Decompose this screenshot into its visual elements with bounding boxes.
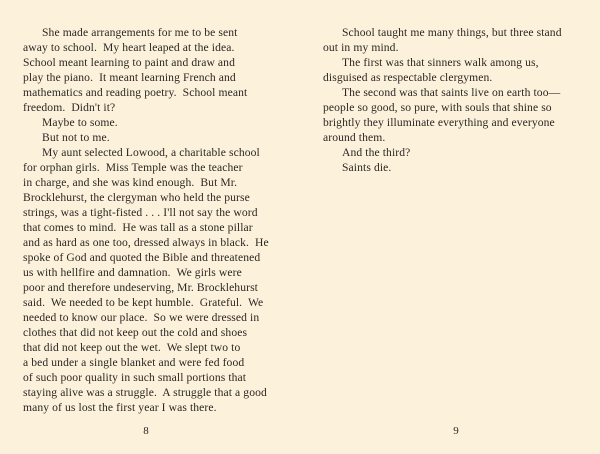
text-line: Maybe to some. [42, 116, 118, 129]
right-page-text [323, 25, 562, 175]
text-line: The first was that sinners walk among us, [342, 56, 539, 69]
text-line: and as hard as one too, dressed always in black. He [23, 236, 269, 249]
text-line: in charge, and she was kind enough. But Mr. [23, 176, 238, 189]
text-line: people so good, so pure, with souls that shine so [323, 101, 552, 114]
text-line: spoke of God and quoted the Bible and threatened [23, 251, 261, 264]
text-line: for orphan girls. Miss Temple was the teacher [23, 161, 243, 174]
text-line: staying alive was a struggle. A struggle that a good [23, 386, 267, 399]
text-line: poor and therefore undeserving, Mr. Brocklehurst [23, 281, 258, 294]
text-line: mathematics and reading poetry. School meant [23, 86, 248, 99]
text-line: Saints die. [342, 161, 392, 174]
text-line: freedom. Didn't it? [23, 101, 116, 114]
text-line: away to school. My heart leaped at the idea. [23, 41, 235, 54]
text-line: a bed under a single blanket and were fed food [23, 356, 245, 369]
text-line: said. We needed to be kept humble. Grateful. We [23, 296, 264, 309]
text-line: us with hellfire and damnation. We girls were [23, 266, 242, 279]
text-line: brightly they illuminate everything and everyone [323, 116, 555, 129]
text-line: that did not keep out the wet. We slept two to [23, 341, 241, 354]
text-line: around them. [323, 131, 386, 144]
text-line: But not to me. [42, 131, 110, 144]
text-line: that comes to mind. He was tall as a stone pillar [23, 221, 253, 234]
text-line: She made arrangements for me to be sent [42, 26, 238, 39]
text-line: disguised as respectable clergymen. [323, 71, 493, 84]
page-number-left: 8 [143, 425, 149, 437]
text-line: The second was that saints live on earth too— [342, 86, 561, 99]
right-page [300, 0, 600, 454]
text-line: School meant learning to paint and draw and [23, 56, 235, 69]
text-line: School taught me many things, but three stand [342, 26, 562, 39]
text-line: needed to know our place. So we were dressed in [23, 311, 260, 324]
text-line: My aunt selected Lowood, a charitable school [42, 146, 260, 159]
text-line: Brocklehurst, the clergyman who held the purse [23, 191, 250, 204]
text-line: And the third? [342, 146, 411, 159]
page-number-right: 9 [453, 425, 459, 437]
text-line: clothes that did not keep out the cold and shoes [23, 326, 248, 339]
text-line: of such poor quality in such small portions that [23, 371, 247, 384]
text-line: strings, was a tight-fisted . . . I'll not say the word [23, 206, 258, 219]
text-line: play the piano. It meant learning French and [23, 71, 236, 84]
text-line: out in my mind. [323, 41, 399, 54]
text-line: many of us lost the first year I was there. [23, 401, 217, 414]
left-page-text [23, 25, 269, 415]
